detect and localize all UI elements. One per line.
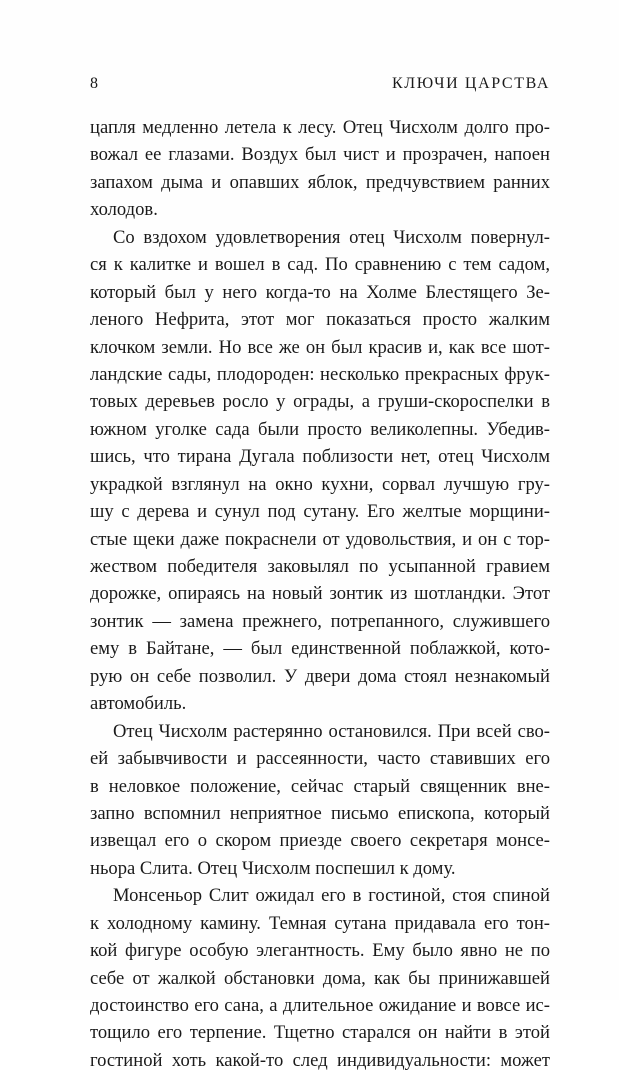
text-line: украдкой взглянул на окно кухни, сорвал лучшую гру-: [90, 473, 550, 495]
text-line: клочком земли. Но все же он был красив и, как все шот-: [90, 336, 550, 358]
text-line: стые щеки даже покраснели от удовольствия, и он с тор-: [90, 528, 550, 550]
text-line: дорожке, опираясь на новый зонтик из шотландки. Этот: [90, 583, 550, 605]
running-header: [90, 75, 550, 97]
text-line: себе от жалкой обстановки дома, как бы принижавшей: [90, 967, 550, 989]
text-line: Со вздохом удовлетворения отец Чисхолм повернул-: [113, 226, 550, 248]
body-text: [90, 114, 550, 1074]
text-line: Отец Чисхолм растерянно остановился. При всей сво-: [113, 720, 550, 742]
text-line: леного Нефрита, этот мог показаться просто жалким: [90, 309, 550, 331]
text-line: южном уголке сада были просто великолепны. Убедив-: [90, 418, 550, 440]
text-line: к холодному камину. Темная сутана придавала его тон-: [90, 912, 550, 934]
text-line: ся к калитке и вошел в сад. По сравнению с тем садом,: [90, 254, 550, 276]
text-line: ему в Байтане, — был единственной поблажкой, кото-: [90, 638, 550, 660]
text-line: извещал его о скором приезде своего секретаря монсе-: [90, 830, 550, 852]
text-line: рую он себе позволил. У двери дома стоял незнакомый: [90, 665, 550, 687]
text-line: шись, что тирана Дугала поблизости нет, отец Чисхолм: [90, 446, 550, 468]
text-line: достоинство его сана, а длительное ожидание и вовсе ис-: [90, 995, 550, 1016]
text-line: зонтик — замена прежнего, потрепанного, служившего: [90, 610, 550, 632]
text-line: ей забывчивости и рассеянности, часто ставивших его: [90, 748, 550, 770]
text-line: цапля медленно летела к лесу. Отец Чисхолм долго про-: [90, 117, 550, 138]
book-title: КЛЮЧИ ЦАРСТВА: [392, 75, 550, 92]
text-line: шу с дерева и сунул под сутану. Его желтые морщини-: [90, 501, 550, 523]
page-number: 8: [90, 75, 99, 92]
text-line: который был у него когда-то на Холме Блестящего Зе-: [90, 281, 550, 303]
text-line: Монсеньор Слит ожидал его в гостиной, стоя спиной: [113, 885, 550, 907]
text-line: тощило его терпение. Тщетно старался он найти в этой: [90, 1022, 550, 1044]
text-line: автомобиль.: [90, 693, 187, 715]
text-line: в неловкое положение, сейчас старый священник вне-: [90, 775, 550, 797]
text-line: жеством победителя заковылял по усыпанной гравием: [90, 556, 550, 577]
text-line: товых деревьев росло у ограды, а груши-скороспелки в: [90, 391, 550, 413]
text-line: гостиной хоть какой-то след индивидуальности: может: [90, 1049, 550, 1071]
text-line: ландские сады, плодороден: несколько прекрасных фрук-: [90, 363, 550, 385]
text-line: ньора Слита. Отец Чисхолм поспешил к дому.: [90, 857, 456, 879]
text-line: холодов.: [90, 199, 158, 221]
text-line: запахом дыма и опавших яблок, предчувствием ранних: [90, 171, 550, 193]
text-line: запно вспомнил неприятное письмо епископа, который: [90, 802, 550, 824]
text-line: вожал ее глазами. Воздух был чист и прозрачен, напоен: [90, 144, 550, 166]
text-line: кой фигуре особую элегантность. Ему было явно не по: [90, 940, 550, 962]
